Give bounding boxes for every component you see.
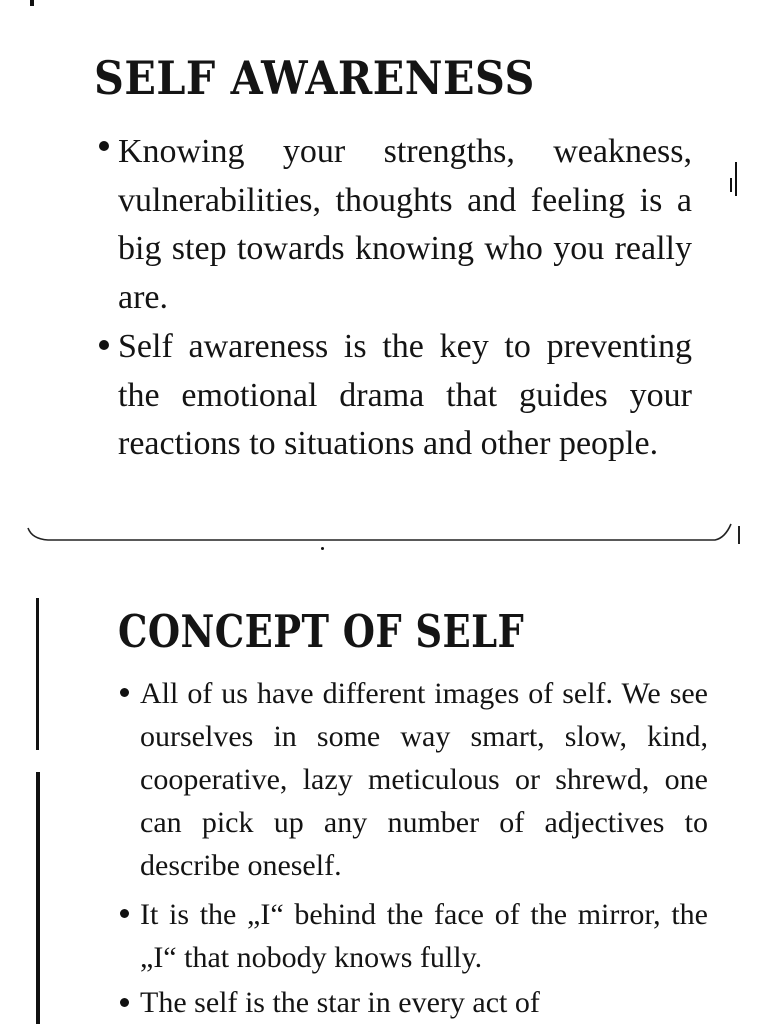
bullet-text: Self awareness is the key to preventing the emotional drama that guides your reactions to situations and other people. bbox=[118, 328, 692, 462]
border-mark bbox=[735, 162, 737, 196]
bullet-text: All of us have different images of self. We see ourselves in some way smart, slow, kind, cooperative, lazy meticulous or shrewd, one can pick up any number of adjectives to describe oneself. bbox=[140, 677, 708, 882]
bullet-dot bbox=[120, 909, 129, 918]
section-divider bbox=[0, 510, 768, 550]
border-bar bbox=[36, 598, 39, 750]
bullet-text: Knowing your strengths, weakness, vulnerabilities, thoughts and feeling is a big step towards knowing who you really are. bbox=[118, 133, 692, 316]
bullet-text: The self is the star in every act of bbox=[140, 986, 540, 1019]
section-title-concept-of-self: CONCEPT OF SELF bbox=[118, 606, 525, 659]
border-mark bbox=[730, 178, 732, 192]
section-title-self-awareness: SELF AWARENESS bbox=[94, 52, 535, 106]
border-bar bbox=[36, 772, 40, 1024]
scan-mark bbox=[30, 0, 34, 6]
bullet-text: It is the „I“ behind the face of the mirror, the „I“ that nobody knows fully. bbox=[140, 898, 708, 974]
bullet-dot bbox=[120, 998, 129, 1007]
bullet-dot bbox=[99, 340, 109, 350]
bullet-dot bbox=[120, 688, 129, 697]
scan-mark bbox=[321, 547, 324, 550]
bullet-dot bbox=[99, 141, 109, 151]
